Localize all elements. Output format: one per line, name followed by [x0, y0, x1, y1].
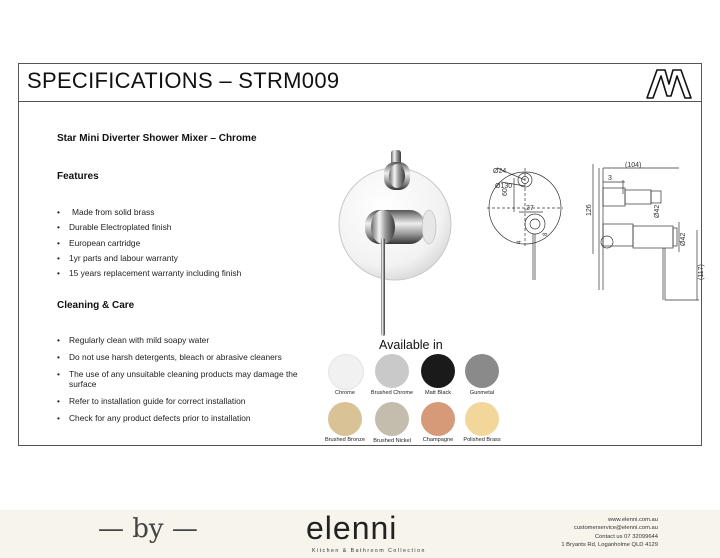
dim-label: (117): [698, 264, 705, 280]
technical-drawing-side: [587, 160, 703, 310]
list-item: • Check for any product defects prior to installation: [57, 413, 251, 423]
technical-drawing-front: [477, 162, 587, 290]
features-list: [57, 207, 241, 283]
brand-logo-mark: [643, 66, 695, 100]
footer-by: — by —: [98, 514, 198, 544]
list-item: • Do not use harsh detergents, bleach or abrasive cleaners: [57, 352, 282, 362]
swatch-label: Champagne: [422, 437, 454, 443]
swatch-label: Brushed Bronze: [324, 437, 366, 443]
swatch-matt-black: [421, 354, 455, 388]
swatch-label: Brushed Chrome: [370, 390, 414, 396]
dim-label: (104): [625, 162, 642, 169]
features-heading: Features: [57, 171, 99, 182]
dim-label: 60: [502, 188, 509, 196]
dim-label: Ø130: [495, 183, 513, 190]
list-item: • The use of any unsuitable cleaning products may damage the surface: [57, 369, 298, 389]
care-list: [57, 335, 301, 430]
list-item: • Made from solid brass: [57, 207, 155, 217]
footer: [0, 510, 720, 558]
product-name: Star Mini Diverter Shower Mixer – Chrome: [57, 133, 257, 144]
product-photo: [337, 142, 459, 342]
list-item: • European cartridge: [57, 237, 141, 248]
contact-phone: Contact us 07 32099644: [594, 533, 658, 540]
swatch-brushed-bronze: [328, 402, 362, 436]
dim-label: Ø42: [680, 232, 687, 246]
contact-email[interactable]: customerservice@elenni.com.au: [573, 525, 658, 532]
swatch-label: Gunmetal: [469, 390, 495, 396]
swatch-label: Polished Brass: [463, 437, 501, 443]
swatch-champagne: [421, 402, 455, 436]
swatch-polished-brass: [465, 402, 499, 436]
available-in-heading: Available in: [379, 338, 443, 352]
swatch-brushed-chrome: [375, 354, 409, 388]
contact-website[interactable]: www.elenni.com.au: [608, 517, 658, 523]
swatch-brushed-nickel: [375, 402, 409, 436]
swatch-chrome: [328, 354, 364, 390]
contact-address: 1 Bryants Rd, Loganholme QLD 4129: [561, 541, 658, 548]
brand-wordmark: elenni: [306, 510, 398, 546]
dim-label: 8: [543, 232, 549, 236]
page-title: SPECIFICATIONS – STRM009: [27, 68, 340, 93]
swatch-gunmetal: [465, 354, 499, 388]
header-divider: [19, 101, 701, 102]
list-item: • Regularly clean with mild soapy water: [57, 335, 210, 345]
swatch-label: Brushed Nickel: [373, 438, 411, 444]
care-heading: Cleaning & Care: [57, 300, 135, 311]
dim-label: 27: [526, 205, 534, 212]
swatch-label: Chrome: [335, 390, 355, 396]
dim-label: 4: [517, 240, 523, 244]
list-item: • Refer to installation guide for correct installation: [57, 396, 246, 406]
dim-label: 3: [608, 175, 612, 182]
list-item: • 15 years replacement warranty including finish: [57, 268, 242, 279]
brand-tagline: Kitchen & Bathroom Collection: [312, 548, 426, 554]
dim-label: 126: [586, 204, 593, 216]
dim-label: Ø42: [654, 204, 661, 218]
contact-block: [561, 516, 658, 549]
dim-label: Ø24: [493, 168, 507, 175]
spec-sheet: [18, 63, 705, 446]
list-item: • 1yr parts and labour warranty: [57, 252, 178, 263]
swatch-label: Matt Black: [424, 390, 452, 396]
list-item: • Durable Electroplated finish: [57, 222, 172, 233]
